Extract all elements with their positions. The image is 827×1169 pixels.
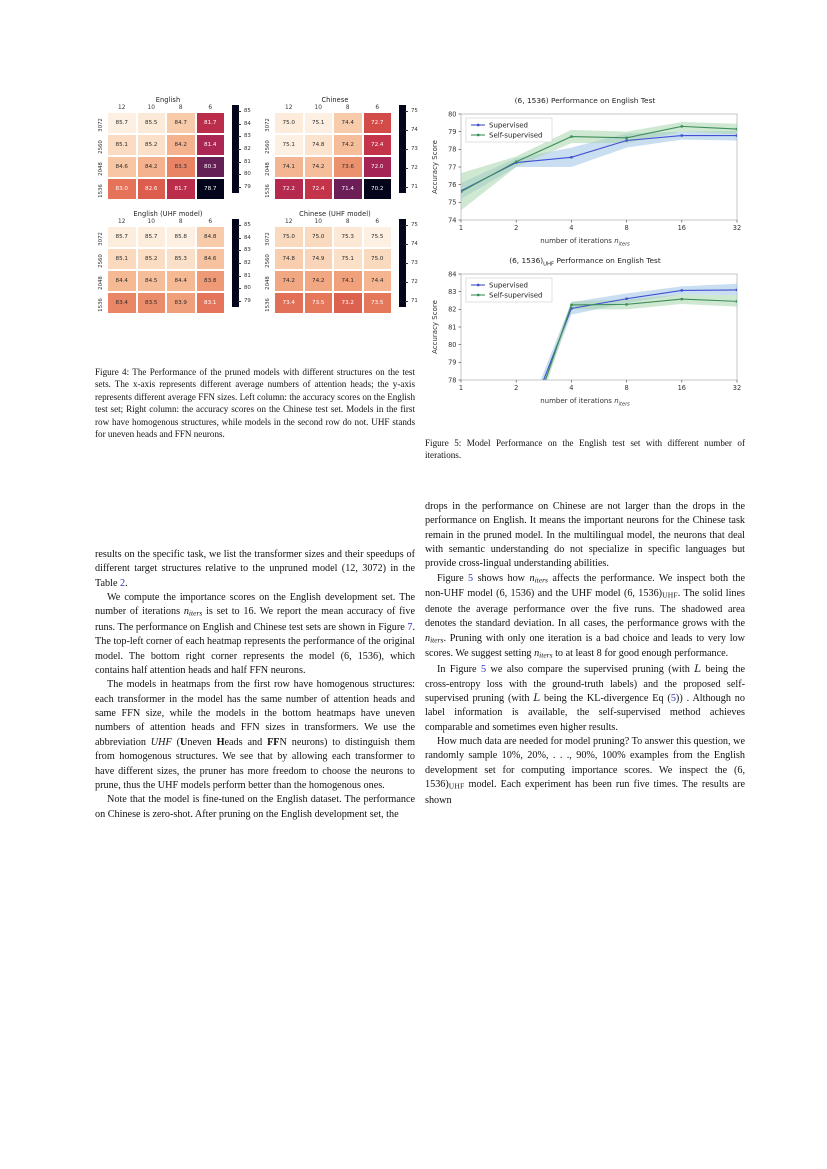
heatmap-cell: 75.0 — [274, 112, 304, 134]
heatmap-title: English (UHF model) — [133, 210, 203, 218]
heatmap-cell: 83.5 — [137, 292, 167, 314]
paragraph-supervised-comparison — [425, 663, 745, 735]
series-marker — [736, 300, 738, 302]
text-run: model. Each experiment has been run five times. The results are shown — [425, 778, 745, 806]
heatmap-cell: 72.0 — [363, 156, 393, 178]
colorbar-tick: 83 — [241, 247, 251, 253]
heatmap-cell: 85.2 — [137, 248, 167, 270]
heatmap-x-axis — [107, 105, 225, 112]
paragraph-zero-shot-note: Note that the model is fine-tuned on the English dataset. The performance on Chinese is zero-shot. After pruning on the English development set, the — [95, 794, 415, 820]
heatmap-x-tick: 8 — [345, 219, 350, 225]
heatmap-cell: 74.9 — [304, 248, 334, 270]
legend-label: Self-supervised — [489, 291, 543, 300]
text-run: eads and — [224, 736, 268, 748]
text-run: N neurons) to distinguish them from homogenous structures. We see that by allowing each transformer to have different sizes, the pruner has more freedom to choose the neurons to prune, thus the UHF models perform better than the homogenous ones. — [95, 736, 416, 791]
heatmap-cell-row — [274, 226, 392, 248]
colorbar-tick: 82 — [241, 146, 251, 152]
heatmap-x-tick: 12 — [285, 219, 293, 225]
heatmap-cell: 85.3 — [166, 248, 196, 270]
heatmap-cell: 85.7 — [107, 112, 137, 134]
y-tick-label: 75 — [448, 198, 457, 207]
heatmap-y-tick: 2048 — [265, 276, 271, 290]
math-niters: niters — [425, 632, 444, 645]
heatmap-y-tick: 3072 — [98, 118, 104, 132]
heatmap-cell-row — [107, 292, 225, 314]
heatmap-body — [262, 219, 418, 316]
heatmap-cell: 85.7 — [107, 226, 137, 248]
heatmap-cell: 74.8 — [274, 248, 304, 270]
x-tick-label: 32 — [732, 384, 742, 392]
heatmap-x-tick: 6 — [208, 105, 213, 111]
text-run: . — [125, 577, 128, 589]
heatmap-cell-row — [274, 178, 392, 200]
heatmap-cell: 85.7 — [137, 226, 167, 248]
y-tick-label: 81 — [448, 323, 457, 332]
heatmap-x-tick: 8 — [178, 105, 183, 111]
heatmap-cell: 75.0 — [363, 248, 393, 270]
figure-reference[interactable]: 5 — [480, 664, 487, 676]
text-run: is set to 16. We report the mean accuracy of five runs. The performance on English and Chinese test sets are shown in Figure — [95, 606, 415, 634]
heatmap-x-tick: 10 — [147, 105, 155, 111]
text-run: In Figure — [437, 664, 481, 676]
heatmap-x-tick: 6 — [208, 219, 213, 225]
heatmap-cells — [107, 226, 225, 314]
heatmap-cell: 85.2 — [137, 134, 167, 156]
heatmap-cell: 81.7 — [166, 178, 196, 200]
heatmap-cell: 83.4 — [107, 292, 137, 314]
subscript-uhf: UHF — [448, 781, 465, 791]
heatmap-cell: 83.1 — [196, 292, 226, 314]
text-run: How much data are needed for model pruning? To answer this question, we randomly sample 10%, 20%, . . ., 90%, 100% examples from the English development set for computing importance scores. We inspect the (6, 1536) — [425, 735, 745, 790]
heatmap-cell-row — [107, 112, 225, 134]
heatmap-y-tick: 3072 — [98, 232, 104, 246]
heatmap-cell: 85.5 — [137, 112, 167, 134]
y-tick-label: 78 — [448, 376, 457, 385]
x-tick-label: 8 — [624, 224, 629, 232]
heatmap-matrix — [274, 219, 392, 314]
chart-x-axis-label: number of iterations $n_{iters}$ — [540, 236, 630, 247]
heatmap-x-tick: 10 — [314, 219, 322, 225]
heatmap-y-tick: 1536 — [98, 184, 104, 198]
heatmap-colorbar — [399, 105, 418, 193]
subscript-uhf: UHF — [662, 590, 678, 600]
text-run: The models in heatmaps from the first row have homogenous structures: each transformer in the model has the same number of attention heads and same FFN size, while the models in the bottom heatmaps have uneven numbers of attention heads and FFN sizes in transformers. We use the abbreviation — [95, 679, 415, 748]
heatmap-cell-row — [107, 156, 225, 178]
chart-y-axis-label: Accuracy Score — [431, 140, 439, 194]
x-tick-label: 2 — [514, 384, 519, 392]
heatmap-y-tick: 2048 — [265, 162, 271, 176]
heatmap-y-tick: 2560 — [98, 140, 104, 154]
heatmap-y-tick: 3072 — [265, 118, 271, 132]
abbreviation-uhf: UHF — [150, 736, 172, 748]
x-tick-label: 4 — [569, 384, 574, 392]
y-tick-label: 78 — [448, 145, 457, 154]
heatmap-cell-row — [274, 248, 392, 270]
paragraph-niters-effect — [425, 572, 745, 663]
heatmap-chinese — [262, 96, 418, 202]
colorbar-tick: 81 — [241, 273, 251, 279]
paragraph-importance-scores — [95, 591, 415, 678]
heatmap-y-tick: 2048 — [98, 162, 104, 176]
heatmap-body — [95, 105, 251, 202]
text-run: neven — [187, 736, 217, 748]
colorbar-tick: 81 — [241, 159, 251, 165]
text-run: We compute the importance scores on the English development set. The number of iterations — [95, 592, 415, 618]
text-run: being the KL-divergence Eq ( — [540, 692, 671, 704]
heatmap-cell: 81.7 — [196, 112, 226, 134]
heatmap-cell: 84.8 — [196, 226, 226, 248]
heatmap-cell-row — [274, 134, 392, 156]
heatmap-y-tick: 2560 — [98, 254, 104, 268]
figure-reference[interactable]: 7 — [407, 622, 413, 634]
colorbar-tick: 79 — [241, 184, 251, 190]
colorbar-tick: 73 — [408, 146, 418, 152]
heatmap-cell-row — [107, 248, 225, 270]
colorbar-tick: 75 — [408, 108, 418, 114]
heatmap-y-tick: 1536 — [265, 298, 271, 312]
chart-x-axis-label: number of iterations $n_{iters}$ — [540, 396, 630, 407]
figure-5 — [425, 96, 745, 406]
heatmap-title: Chinese (UHF model) — [299, 210, 371, 218]
heatmap-cell: 75.1 — [274, 134, 304, 156]
heatmap-cell: 84.7 — [166, 112, 196, 134]
chart-plot-area — [425, 96, 745, 246]
heatmap-x-axis — [107, 219, 225, 226]
table-reference[interactable]: 2 — [120, 577, 126, 589]
heatmap-cell: 82.6 — [137, 178, 167, 200]
heatmap-cell: 74.1 — [274, 156, 304, 178]
figure-4 — [95, 96, 418, 316]
heatmap-y-tick: 1536 — [265, 184, 271, 198]
series-marker — [570, 304, 572, 306]
legend-label: Self-supervised — [489, 131, 543, 140]
bold-letters-ff: FF — [267, 736, 280, 748]
paragraph-data-needed — [425, 735, 745, 808]
colorbar-tick: 74 — [408, 241, 418, 247]
heatmap-english-uhf — [95, 210, 251, 316]
heatmap-cell: 72.7 — [363, 112, 393, 134]
heatmap-cell: 81.4 — [196, 134, 226, 156]
heatmap-cell-row — [274, 270, 392, 292]
heatmap-x-axis — [274, 105, 392, 112]
text-run: to at least 8 for good enough performance. — [552, 648, 729, 660]
heatmap-cell: 75.3 — [333, 226, 363, 248]
heatmap-cell: 75.1 — [304, 112, 334, 134]
x-tick-label: 2 — [514, 224, 519, 232]
colorbar-tick: 79 — [241, 298, 251, 304]
series-marker — [570, 135, 572, 137]
heatmap-cell: 83.8 — [196, 270, 226, 292]
heatmap-cell-row — [107, 178, 225, 200]
math-niters: niters — [529, 572, 548, 585]
heatmap-title: Chinese — [321, 96, 349, 104]
heatmap-cell: 74.2 — [333, 134, 363, 156]
heatmap-y-tick: 2560 — [265, 254, 271, 268]
heatmap-cell-row — [107, 134, 225, 156]
heatmap-cell: 74.2 — [304, 270, 334, 292]
colorbar-tick: 84 — [241, 121, 251, 127]
heatmap-cell: 74.4 — [363, 270, 393, 292]
text-run: shows how — [473, 572, 530, 584]
colorbar-tick: 84 — [241, 235, 251, 241]
paragraph-homogenous-structures — [95, 678, 415, 793]
legend-label: Supervised — [489, 121, 528, 130]
heatmap-matrix — [107, 105, 225, 200]
text-run: . The top-left corner of each heatmap represents the performance of the original model. The bottom right corner represents the model (6, 1536), which contains half attention heads and half FFN neurons. — [95, 622, 415, 677]
colorbar-tick: 72 — [408, 165, 418, 171]
text-run: results on the specific task, we list the transformer sizes and their speedups of different target structures relative to the unpruned model (12, 3072) in the Table — [95, 549, 415, 589]
body-text-left-column — [95, 548, 415, 822]
heatmap-x-tick: 12 — [118, 105, 126, 111]
heatmap-cell: 84.6 — [196, 248, 226, 270]
heatmap-x-axis — [274, 219, 392, 226]
y-tick-label: 76 — [448, 180, 457, 189]
colorbar-tick: 74 — [408, 127, 418, 133]
heatmap-cell: 85.1 — [107, 248, 137, 270]
heatmap-matrix — [274, 105, 392, 200]
heatmap-cell: 72.4 — [304, 178, 334, 200]
heatmap-cells — [274, 226, 392, 314]
heatmap-cell: 83.3 — [166, 156, 196, 178]
figure-5-caption: Figure 5: Model Performance on the English test set with different number of iterations. — [425, 438, 745, 461]
colorbar-tick: 71 — [408, 298, 418, 304]
series-marker — [681, 289, 683, 291]
heatmap-cell: 78.7 — [196, 178, 226, 200]
x-tick-label: 16 — [677, 224, 686, 232]
y-tick-label: 84 — [448, 270, 457, 279]
y-tick-label: 74 — [448, 216, 457, 225]
x-tick-label: 8 — [624, 384, 629, 392]
heatmap-cell: 84.5 — [137, 270, 167, 292]
math-loss-symbol: L — [694, 664, 701, 676]
heatmap-x-tick: 12 — [118, 219, 126, 225]
text-run: ( — [171, 736, 180, 748]
heatmap-cell-row — [274, 292, 392, 314]
heatmap-cell: 84.4 — [166, 270, 196, 292]
series-marker — [625, 137, 627, 139]
colorbar-tick: 72 — [408, 279, 418, 285]
heatmap-cell: 75.0 — [274, 226, 304, 248]
heatmap-grid — [95, 96, 418, 316]
heatmap-cell: 71.4 — [333, 178, 363, 200]
heatmap-title: English — [155, 96, 181, 104]
body-text-right-column — [425, 500, 745, 808]
colorbar-tick: 80 — [241, 285, 251, 291]
heatmap-cell: 73.4 — [274, 292, 304, 314]
y-tick-label: 80 — [448, 340, 457, 349]
figure-4-caption: Figure 4: The Performance of the pruned models with different structures on the test sets. The x-axis represents different average numbers of attention heads; the y-axis represents different average FFN sizes. Left column: the accuracy scores on the English test set; Right column: the accuracy scores on the Chinese test set. Models in the first row have homogenous structures, while models in the second row do not. UHF stands for uneven heads and FFN neurons. — [95, 367, 415, 440]
series-marker — [681, 298, 683, 300]
heatmap-x-tick: 6 — [375, 105, 380, 111]
series-marker — [736, 289, 738, 291]
heatmap-cell: 84.2 — [137, 156, 167, 178]
x-tick-label: 4 — [569, 224, 574, 232]
bold-letter-h: H — [216, 736, 225, 748]
heatmap-cell: 84.2 — [166, 134, 196, 156]
x-tick-label: 1 — [458, 224, 464, 232]
heatmap-cell: 74.1 — [333, 270, 363, 292]
line-chart-uhf — [425, 256, 745, 406]
heatmap-cell: 83.9 — [166, 292, 196, 314]
text-run: . The solid lines denote the average performance over the five runs. The shadowed area denotes the standard deviation. In all cases, the performance grows with the — [425, 588, 745, 630]
heatmap-row-homogenous — [95, 96, 418, 202]
heatmap-y-tick: 2560 — [265, 140, 271, 154]
colorbar-tick: 82 — [241, 260, 251, 266]
heatmap-x-tick: 10 — [147, 219, 155, 225]
series-marker — [460, 191, 462, 193]
heatmap-cell: 74.2 — [304, 156, 334, 178]
heatmap-x-tick: 12 — [285, 105, 293, 111]
heatmap-cell: 73.6 — [333, 156, 363, 178]
series-marker — [736, 128, 738, 130]
heatmap-cell: 75.5 — [363, 226, 393, 248]
y-tick-label: 79 — [448, 358, 457, 367]
heatmap-cell: 74.2 — [274, 270, 304, 292]
series-marker — [625, 303, 627, 305]
colorbar-tick: 85 — [241, 222, 251, 228]
math-niters: niters — [534, 648, 553, 660]
chart-title: (6, $1536)_{UHF}$ Performance on English Test — [509, 256, 661, 268]
heatmap-cell-row — [107, 226, 225, 248]
heatmap-cell: 73.5 — [304, 292, 334, 314]
colorbar-tick: 75 — [408, 222, 418, 228]
series-marker — [681, 134, 683, 136]
y-tick-label: 80 — [448, 110, 457, 119]
heatmap-x-tick: 8 — [345, 105, 350, 111]
heatmap-body — [95, 219, 251, 316]
series-marker — [625, 139, 627, 141]
heatmap-cell: 85.8 — [166, 226, 196, 248]
series-line — [458, 299, 737, 406]
math-loss-symbol: L — [533, 692, 541, 704]
chart-title: (6, 1536) Performance on English Test — [514, 96, 656, 105]
heatmap-y-axis — [95, 105, 107, 202]
chart-y-axis-label: Accuracy Score — [431, 300, 439, 354]
series-marker — [515, 161, 517, 163]
figure-reference[interactable]: 5 — [468, 572, 474, 584]
colorbar-tick: 73 — [408, 260, 418, 266]
heatmap-y-tick: 1536 — [98, 298, 104, 312]
colorbar-tick: 85 — [241, 108, 251, 114]
equation-reference[interactable]: 5 — [670, 692, 676, 704]
y-tick-label: 83 — [448, 287, 457, 296]
series-marker — [570, 156, 572, 158]
heatmap-cell: 83.0 — [107, 178, 137, 200]
heatmap-cell: 72.2 — [274, 178, 304, 200]
math-niters: niters — [183, 606, 203, 618]
heatmap-y-tick: 2048 — [98, 276, 104, 290]
heatmap-cell: 74.4 — [333, 112, 363, 134]
series-marker — [736, 134, 738, 136]
heatmap-body — [262, 105, 418, 202]
legend-label: Supervised — [489, 281, 528, 290]
heatmap-cell: 85.1 — [107, 134, 137, 156]
heatmap-x-tick: 8 — [178, 219, 183, 225]
heatmap-row-uhf — [95, 210, 418, 316]
text-run: being the cross-entropy loss with the ground-truth labels) and the proposed self-supervised pruning (with — [425, 664, 745, 704]
text-run: Figure — [437, 572, 469, 584]
text-run: )) . Although no label information is available, the self-supervised method achieves comparable and sometimes even higher results. — [425, 692, 745, 733]
colorbar-tick: 80 — [241, 171, 251, 177]
y-tick-label: 77 — [448, 163, 457, 172]
heatmap-cell: 84.4 — [107, 270, 137, 292]
heatmap-cells — [274, 112, 392, 200]
x-tick-label: 1 — [458, 384, 464, 392]
heatmap-cell: 75.0 — [304, 226, 334, 248]
heatmap-cell: 73.2 — [333, 292, 363, 314]
heatmap-cell-row — [107, 270, 225, 292]
x-tick-label: 32 — [732, 224, 742, 232]
text-run: . Pruning with only one iteration is a bad choice and leads to very low scores. We suggest setting — [425, 632, 745, 660]
colorbar-tick: 83 — [241, 133, 251, 139]
heatmap-y-axis — [95, 219, 107, 316]
x-tick-label: 16 — [677, 384, 686, 392]
y-tick-label: 82 — [448, 305, 457, 314]
heatmap-cell: 75.1 — [333, 248, 363, 270]
heatmap-english — [95, 96, 251, 202]
line-chart-non-uhf — [425, 96, 745, 246]
bold-letter-u: U — [180, 736, 188, 748]
text-run: affects the performance. We inspect both the non-UHF model (6, 1536) and the UHF model (6, 1536) — [425, 572, 745, 600]
heatmap-x-tick: 6 — [375, 219, 380, 225]
heatmap-colorbar — [399, 219, 418, 307]
paragraph-chinese-drops: drops in the performance on Chinese are not larger than the drops in the performance on English. It means the important neurons for the Chinese task remain in the pruned model. In the multilingual model, the neurons that deal with semantic understanding do not specialize in specific languages but provide cross-lingual understanding abilities. — [425, 501, 745, 570]
text-run: we also compare the supervised pruning (with — [486, 664, 695, 676]
series-marker — [681, 125, 683, 127]
heatmap-cell-row — [274, 112, 392, 134]
heatmap-cell-row — [274, 156, 392, 178]
paragraph-transformer-sizes — [95, 548, 415, 591]
heatmap-chinese-uhf — [262, 210, 418, 316]
heatmap-colorbar — [232, 105, 251, 193]
heatmap-cell: 84.6 — [107, 156, 137, 178]
chart-plot-area — [425, 256, 745, 406]
heatmap-y-axis — [262, 105, 274, 202]
heatmap-cell: 74.8 — [304, 134, 334, 156]
y-tick-label: 79 — [448, 127, 457, 136]
heatmap-colorbar — [232, 219, 251, 307]
series-marker — [625, 298, 627, 300]
heatmap-matrix — [107, 219, 225, 314]
heatmap-cell: 80.3 — [196, 156, 226, 178]
heatmap-x-tick: 10 — [314, 105, 322, 111]
heatmap-y-axis — [262, 219, 274, 316]
heatmap-cell: 70.2 — [363, 178, 393, 200]
colorbar-tick: 71 — [408, 184, 418, 190]
heatmap-cell: 73.5 — [363, 292, 393, 314]
heatmap-y-tick: 3072 — [265, 232, 271, 246]
heatmap-cells — [107, 112, 225, 200]
heatmap-cell: 72.4 — [363, 134, 393, 156]
confidence-band — [458, 291, 737, 406]
